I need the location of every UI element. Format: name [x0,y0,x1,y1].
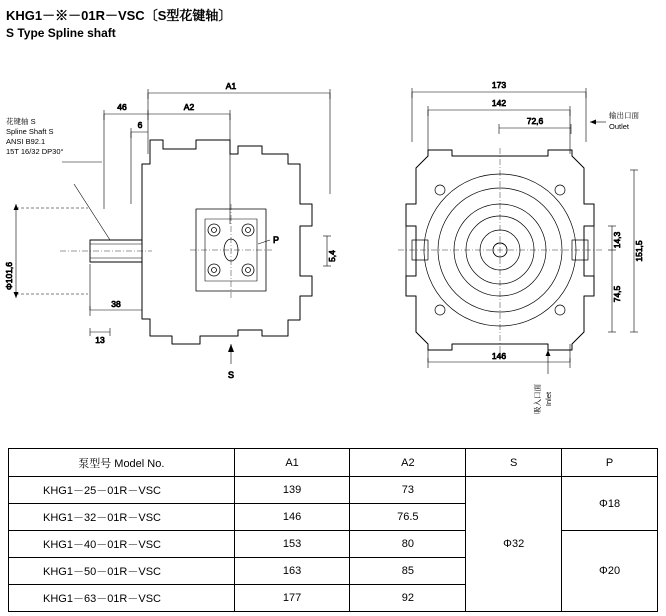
col-header-a2: A2 [350,449,466,477]
p-leader [258,240,270,244]
cell-model: KHG1－40－01R－VSC [9,531,235,558]
bolt-hole-3-inner [212,268,217,273]
spline-note-line-0: 花键轴 S [6,117,36,126]
cell-a1: 163 [234,558,350,585]
dim-a1-label: A1 [225,81,237,91]
dimension-a1 [148,89,330,194]
page-subtitle: S Type Spline shaft [6,26,116,40]
bolt-hole-3 [208,264,220,276]
inlet-label-en: Inlet [544,391,553,407]
dimension-6 [131,128,148,204]
bolt-hole-1 [208,224,220,236]
spline-note-line-3: 15T 16/32 DP30° [6,147,64,156]
inlet-arrow [546,350,551,356]
port-p-label: P [273,235,280,245]
technical-drawing [0,44,666,444]
dim-173-label: 173 [491,80,507,90]
mount-hole-tl [435,185,445,195]
dim-46-label: 46 [117,102,127,112]
spec-table [8,448,658,612]
outlet-label-cn: 输出口面 [609,111,639,120]
col-header-p: P [562,449,658,477]
cell-p-value-top: Φ18 [562,477,658,531]
dim-a2-label: A2 [183,102,195,112]
bolt-hole-4-inner [246,268,251,273]
dim-142-label: 142 [491,98,507,108]
col-header-model: 泵型号 Model No. [9,449,235,477]
bolt-hole-2 [242,224,254,236]
section-s-label: S [227,370,235,380]
dimension-a2 [148,110,230,224]
table-row [9,477,658,504]
bolt-hole-1-inner [212,228,217,233]
dim-diameter-label: Φ101,6 [4,261,14,291]
section-arrow-head [228,344,234,352]
cell-p-value-bottom: Φ20 [562,531,658,612]
bolt-hole-2-inner [246,228,251,233]
col-header-s: S [466,449,562,477]
cell-a2: 85 [350,558,466,585]
mount-hole-bl [435,305,445,315]
cell-a1: 177 [234,585,350,612]
dim-1515-label: 151,5 [634,240,644,262]
cell-model: KHG1－50－01R－VSC [9,558,235,585]
cell-a1: 153 [234,531,350,558]
dim-13-label: 13 [95,335,105,345]
cell-model: KHG1－25－01R－VSC [9,477,235,504]
cell-model: KHG1－32－01R－VSC [9,504,235,531]
cell-s-value: Φ32 [466,477,562,612]
dim-54-label: 5,4 [327,250,337,262]
spline-note-line-1: Spline Shaft S [6,127,54,136]
inlet-label-cn: 吸入口面 [533,384,542,414]
drawing-svg [0,44,666,444]
dim-38-label: 38 [111,299,121,309]
dim-6-label: 6 [137,120,143,130]
dim-146-label: 146 [491,351,507,361]
page-title: KHG1－※－01R－VSC〔S型花键轴〕 [6,8,232,23]
col-header-a1: A1 [234,449,350,477]
dim-726-label: 72,6 [526,116,544,126]
cell-a2: 73 [350,477,466,504]
bolt-hole-4 [242,264,254,276]
spec-table-wrap [8,448,658,612]
pump-body-left [142,140,312,344]
cell-model: KHG1－63－01R－VSC [9,585,235,612]
outlet-label-en: Outlet [609,122,630,131]
table-header-row [9,449,658,477]
cell-a1: 139 [234,477,350,504]
mount-hole-tr [555,185,565,195]
spline-note-line-2: ANSI B92.1 [6,137,46,146]
mount-hole-br [555,305,565,315]
spline-note-group [6,116,63,156]
dim-143-label: 14,3 [612,231,622,249]
port-boss-right [584,226,594,276]
cell-a1: 146 [234,504,350,531]
port-boss-left [406,226,416,276]
dim-745-label: 74,5 [612,285,622,303]
cell-a2: 76.5 [350,504,466,531]
spline-note-leader [74,184,110,240]
cell-a2: 80 [350,531,466,558]
cell-a2: 92 [350,585,466,612]
outlet-arrow [590,120,596,125]
